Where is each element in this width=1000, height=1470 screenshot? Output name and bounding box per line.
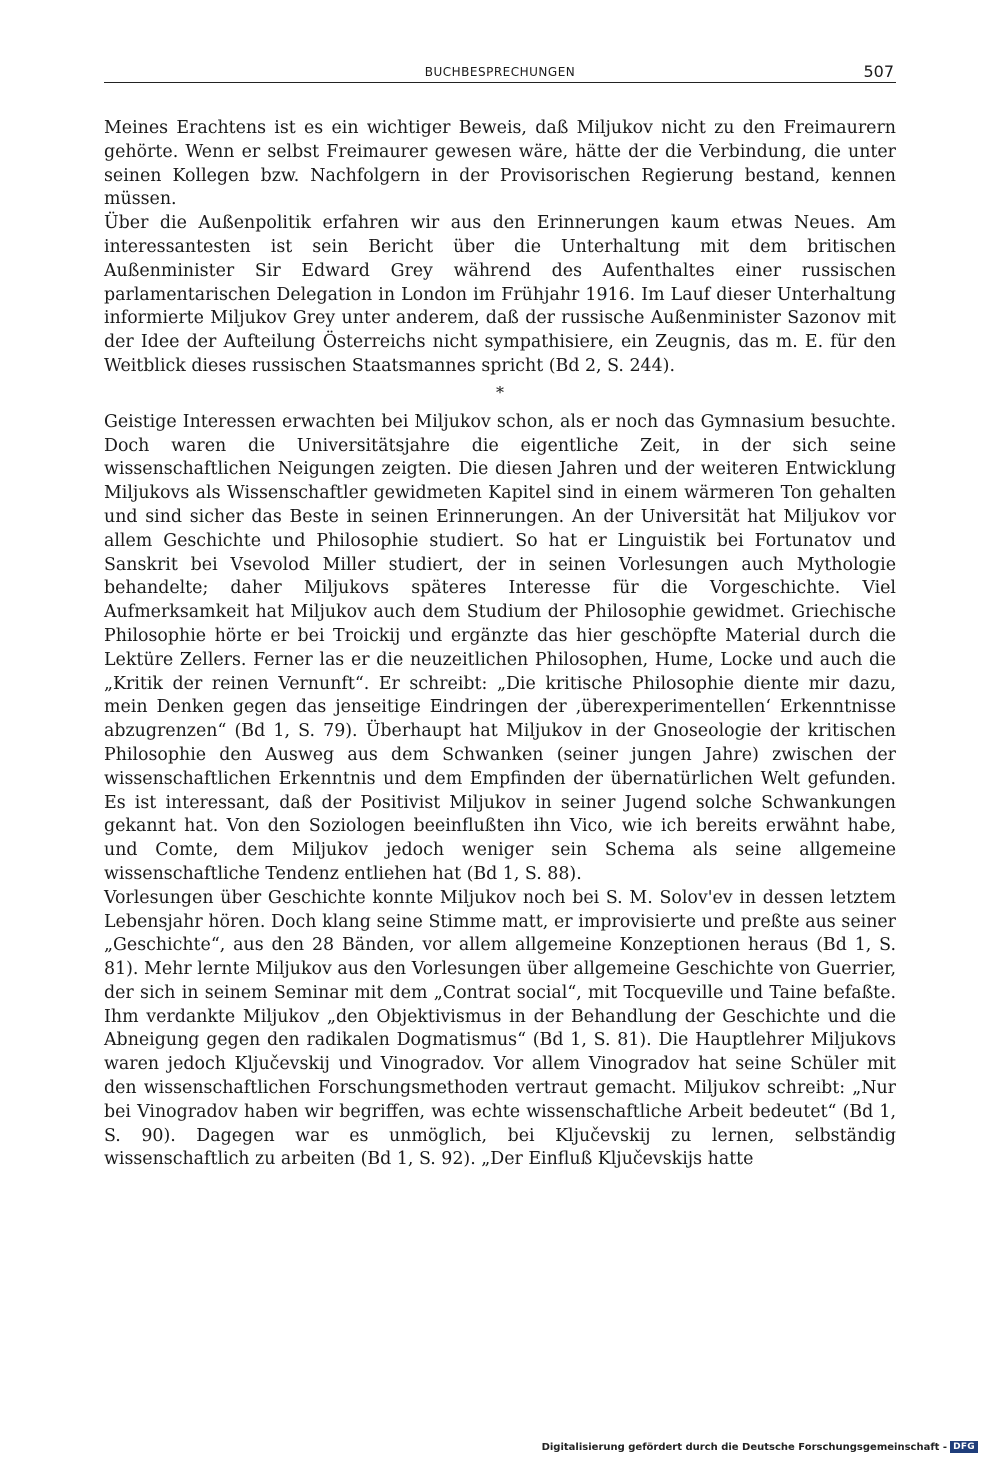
- section-separator: *: [496, 382, 504, 402]
- digitization-credit: [542, 1441, 978, 1453]
- page-number: 507: [863, 62, 894, 81]
- running-title: BUCHBESPRECHUNGEN: [424, 65, 576, 79]
- paragraph: Meines Erachtens ist es ein wichtiger Beweis, daß Miljukov nicht zu den Freimaurern gehörte. Wenn er selbst Freimaurer gewesen wäre, hätte der die Verbindung, die unter seinen Kollegen bzw. Nachfolgern in der Provisorischen Regierung bestand, kennen müssen.: [104, 118, 896, 210]
- credit-text: Digitalisierung gefördert durch die Deutsche Forschungsgemeinschaft -: [541, 1441, 948, 1453]
- paragraph: Über die Außenpolitik erfahren wir aus den Erinnerungen kaum etwas Neues. Am interessantesten ist sein Bericht über die Unterhaltung mit dem britischen Außenminister Sir Edward Grey während des Aufenthaltes einer russischen parlamentarischen Delegation in London im Frühjahr 1916. Im Lauf dieser Unterhaltung informierte Miljukov Grey unter anderem, daß der russische Außenminister Sazonov mit der Idee der Aufteilung Österreichs nicht sympathisiere, ein Zeugnis, das m. E. für den Weitblick dieses russischen Staatsmannes spricht (Bd 2, S. 244).: [104, 213, 896, 376]
- page-header: [104, 62, 896, 83]
- paragraph: Geistige Interessen erwachten bei Miljukov schon, als er noch das Gymnasium besuchte. Doch waren die Universitätsjahre die eigentliche Zeit, in der sich seine wissenschaftlichen Neigungen zeigten. Die diesen Jahren und der weiteren Entwicklung Miljukovs als Wissenschaftler gewidmeten Kapitel sind in einem wärmeren Ton gehalten und sind sicher das Beste in seinen Erinnerungen. An der Universität hat Miljukov vor allem Geschichte und Philosophie studiert. So hat er Linguistik bei Fortunatov und Sanskrit bei Vsevolod Miller studiert, der in seinen Vorlesungen auch Mythologie behandelte; daher Miljukovs späteres Interesse für die Vorgeschichte. Viel Aufmerksamkeit hat Miljukov auch dem Studium der Philosophie gewidmet. Griechische Philosophie hörte er bei Troickij und ergänzte das hier geschöpfte Material durch die Lektüre Zellers. Ferner las er die neuzeitlichen Philosophen, Hume, Locke und auch die „Kritik der reinen Vernunft“. Er schreibt: „Die kritische Philosophie diente mir dazu, mein Denken gegen das jenseitige Eindringen der ‚überexperimentellen‘ Erkenntnisse abzugrenzen“ (Bd 1, S. 79). Überhaupt hat Miljukov in der Gnoseologie der kritischen Philosophie den Ausweg aus dem Schwanken (seiner jungen Jahre) zwischen der wissenschaftlichen Erkenntnis und dem Empfinden der übernatürlichen Welt gefunden. Es ist interessant, daß der Positivist Miljukov in seiner Jugend solche Schwankungen gekannt hat. Von den Soziologen beeinflußten ihn Vico, wie ich bereits erwähnt habe, und Comte, dem Miljukov jedoch weniger sein Schema als seine allgemeine wissenschaftliche Tendenz entliehen hat (Bd 1, S. 88).: [104, 411, 896, 884]
- main-text: [104, 117, 896, 1172]
- dfg-logo: DFG: [950, 1441, 978, 1453]
- paragraph: Vorlesungen über Geschichte konnte Miljukov noch bei S. M. Solov'ev in dessen letztem Lebensjahr hören. Doch klang seine Stimme matt, er improvisierte und preßte aus seiner „Geschichte“, aus den 28 Bänden, vor allem allgemeine Konzeptionen heraus (Bd 1, S. 81). Mehr lernte Miljukov aus den Vorlesungen über allgemeine Geschichte von Guerrier, der sich in seinem Seminar mit dem „Contrat social“, mit Tocqueville und Taine befaßte. Ihm verdankte Miljukov „den Objektivismus in der Behandlung der Geschichte und die Abneigung gegen den radikalen Dogmatismus“ (Bd 1, S. 81). Die Hauptlehrer Miljukovs waren jedoch Ključevskij und Vinogradov. Vor allem Vinogradov hat seine Schüler mit den wissenschaftlichen Forschungsmethoden vertraut gemacht. Miljukov schreibt: „Nur bei Vinogradov haben wir begriffen, was echte wissenschaftliche Arbeit bedeutet“ (Bd 1, S. 90). Dagegen war es unmöglich, bei Ključevskij zu lernen, selbständig wissenschaftlich zu arbeiten (Bd 1, S. 92). „Der Einfluß Ključevskijs hatte: [104, 887, 896, 1170]
